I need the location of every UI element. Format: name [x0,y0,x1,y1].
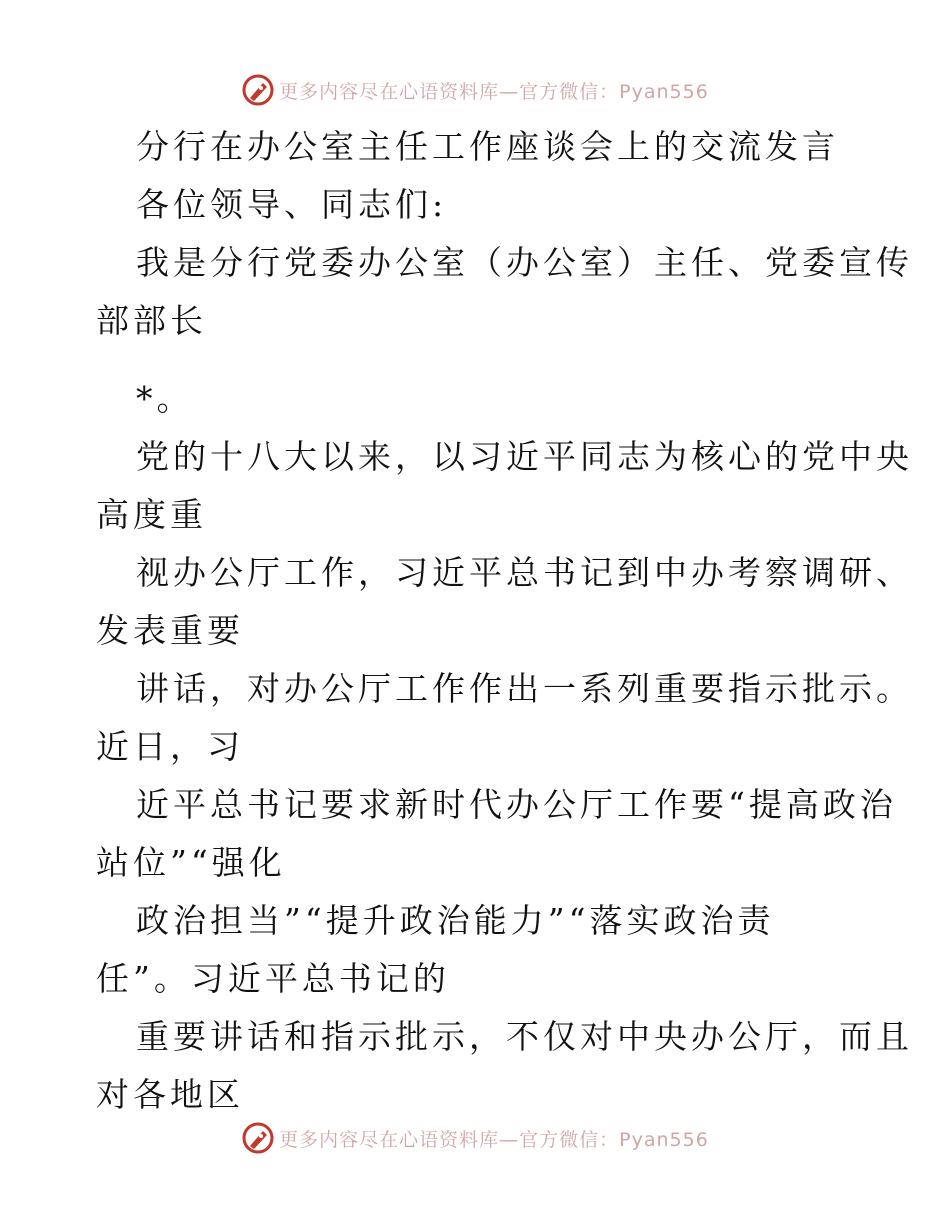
header-watermark [0,70,950,110]
text-line: 高度重 [96,495,207,534]
pen-nib-logo-icon [241,1121,275,1155]
text-line: 我是分行党委办公室（办公室）主任、党委宣传 [136,243,913,282]
pen-nib-logo-icon [241,73,275,107]
text-line: 重要讲话和指示批示，不仅对中央办公厅，而且 [136,1017,913,1056]
text-line: 讲话，对办公厅工作作出一系列重要指示批示。 [136,669,913,708]
text-line: 近平总书记要求新时代办公厅工作要“提高政治 [136,785,897,824]
salutation: 各位领导、同志们: [136,185,448,224]
text-line: 发表重要 [96,611,244,650]
document-body [96,118,913,1124]
text-line: 视办公厅工作，习近平总书记到中办考察调研、 [136,553,913,592]
text-line: 对各地区 [96,1075,244,1114]
text-line: 党的十八大以来，以习近平同志为核心的党中央 [136,437,913,476]
text-line: 任”。习近平总书记的 [96,959,450,998]
text-line: 部部长 [96,301,207,340]
footer-watermark [0,1118,950,1158]
document-title: 分行在办公室主任工作座谈会上的交流发言 [136,127,839,166]
text-line: 近日，习 [96,727,244,766]
text-line: 政治担当”“提升政治能力”“落实政治责 [136,901,775,940]
text-line: 站位”“强化 [96,843,286,882]
text-line: *。 [136,379,194,418]
watermark-text: 更多内容尽在心语资料库—官方微信：Pyan556 [279,80,709,103]
watermark-text: 更多内容尽在心语资料库—官方微信：Pyan556 [279,1128,709,1151]
